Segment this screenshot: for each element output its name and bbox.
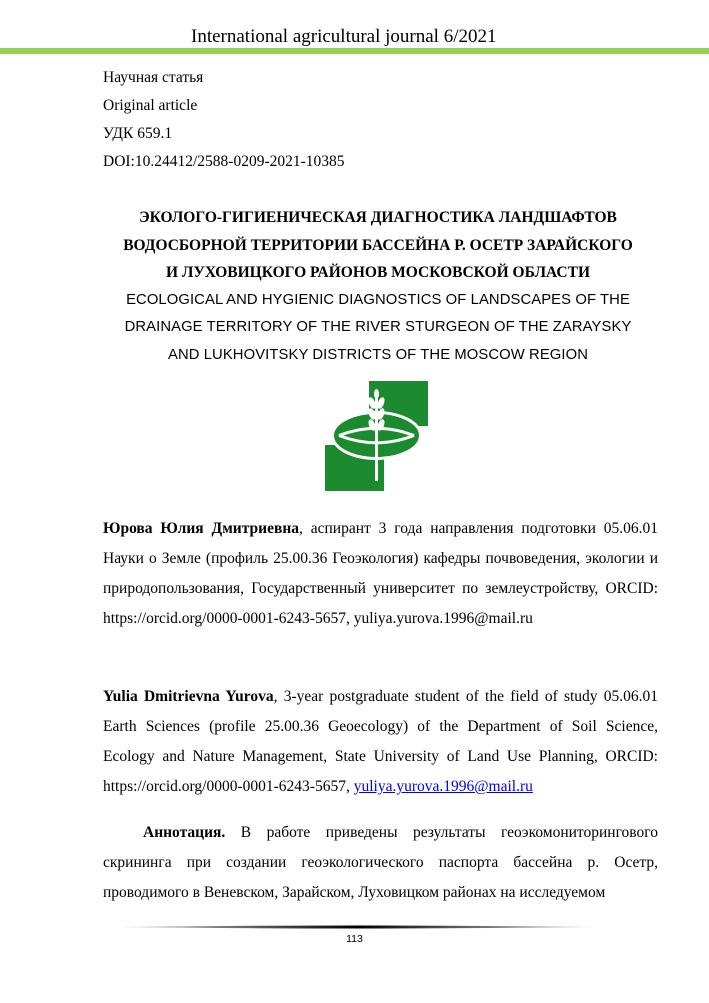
title-en-line: AND LUKHOVITSKY DISTRICTS OF THE MOSCOW REGION [167, 346, 589, 363]
author-details-en: , 3-year postgraduate student of the field of study 05.06.01 Earth Sciences (profile 25.00.36 Geoecology) of the Department of Soil Science, Ecology and Nature Management, State University of Land Use Planning, ORCID: https://orcid.org/0000-0001-6243-5657, [103, 688, 658, 795]
globe-wheat-logo-icon [325, 381, 428, 491]
title-ru-line: И ЛУХОВИЦКОГО РАЙОНОВ МОСКОВСКОЙ ОБЛАСТИ [165, 264, 591, 281]
author-email-link[interactable]: yuliya.yurova.1996@mail.ru [353, 778, 533, 795]
title-ru-line: ВОДОСБОРНОЙ ТЕРРИТОРИИ БАССЕЙНА Р. ОСЕТР ЗАРАЙСКОГО [123, 236, 633, 254]
author-details-ru: , аспирант 3 года направления подготовки 05.06.01 Науки о Земле (профиль 25.00.36 Геоэкология) кафедры почвоведения, экологии и природопользования, Государственный университет по землеустройству, ORCID: https://orcid.org/0000-0001-6243-5657, yuliya.yurova.1996@mail.ru [103, 520, 658, 627]
title-en-line: ECOLOGICAL AND HYGIENIC DIAGNOSTICS OF LANDSCAPES OF THE [126, 291, 630, 308]
article-title [95, 204, 661, 369]
author-info-ru [103, 514, 658, 634]
article-type-ru: Научная статья [103, 69, 204, 86]
journal-title: International agricultural journal 6/2021 [191, 26, 497, 47]
footer-rule [120, 925, 595, 929]
journal-header [0, 22, 709, 52]
header-accent-rule [0, 48, 709, 54]
doi: DOI:10.24412/2588-0209-2021-10385 [103, 153, 345, 170]
author-name-en: Yulia Dmitrievna Yurova [103, 688, 274, 705]
abstract-paragraph [103, 818, 658, 908]
abstract-text: В работе приведены результаты геоэкомониторингового скрининга при создании геоэкологического паспорта бассейна р. Осетр, проводимого в Веневском, Зарайском, Луховицком районах на исследуемом [103, 824, 658, 901]
udc-code: УДК 659.1 [103, 125, 173, 142]
abstract-label: Аннотация. [143, 824, 226, 841]
page-number: 113 [346, 933, 363, 945]
title-en-line: DRAINAGE TERRITORY OF THE RIVER STURGEON OF THE ZARAYSKY [124, 319, 632, 335]
title-ru-line: ЭКОЛОГО-ГИГИЕНИЧЕСКАЯ ДИАГНОСТИКА ЛАНДШАФТОВ [139, 209, 617, 226]
author-name-ru: Юрова Юлия Дмитриевна [103, 520, 299, 537]
article-type-en: Original article [103, 97, 198, 114]
author-info-en [103, 682, 658, 802]
